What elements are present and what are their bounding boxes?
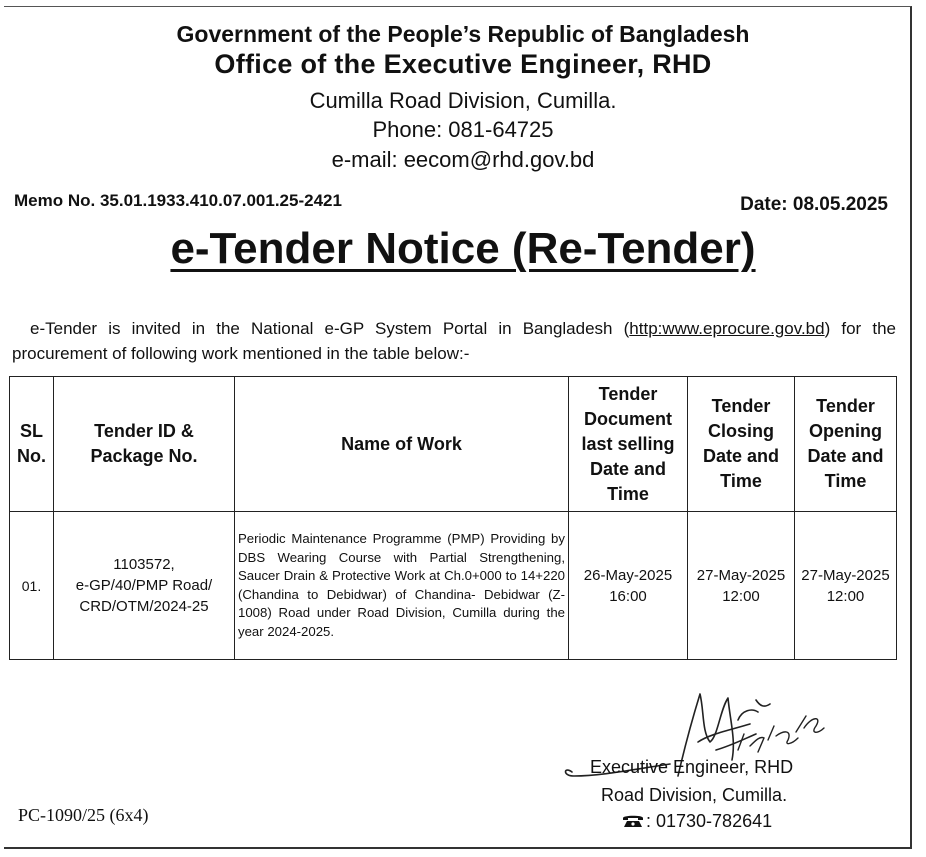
row-sl: 01. xyxy=(10,512,54,660)
row-closing-datetime xyxy=(688,512,795,660)
signatory-phone-line xyxy=(622,811,772,832)
signatory-phone: : 01730-782641 xyxy=(646,811,773,831)
selling-time: 16:00 xyxy=(609,587,647,605)
header-selling-date: Tender Document last selling Date and Time xyxy=(569,377,688,512)
signature-date-text: 5/5/25 xyxy=(560,680,563,681)
eprocure-link[interactable]: http:www.eprocure.gov.bd xyxy=(629,319,825,338)
office-email: e-mail: eecom@rhd.gov.bd xyxy=(331,147,595,172)
opening-date: 27-May-2025 xyxy=(801,566,890,584)
division-line: Cumilla Road Division, Cumilla. xyxy=(309,88,617,113)
selling-date: 26-May-2025 xyxy=(583,566,673,584)
signatory-designation: Executive Engineer, RHD xyxy=(590,757,794,777)
header-sl: SL No. xyxy=(10,377,54,512)
government-heading: Government of the People’s Republic of Bangladesh xyxy=(176,21,750,47)
closing-time: 12:00 xyxy=(722,587,760,605)
office-heading: Office of the Executive Engineer, RHD xyxy=(214,49,712,79)
package-no: e-GP/40/PMP Road/ CRD/OTM/2024-25 xyxy=(75,577,213,615)
row-selling-datetime xyxy=(569,512,688,660)
header-closing-date: Tender Closing Date and Time xyxy=(688,377,795,512)
office-phone: Phone: 081-64725 xyxy=(372,117,554,142)
tender-table xyxy=(9,376,897,660)
row-opening-datetime xyxy=(795,512,897,660)
header-name-of-work: Name of Work xyxy=(235,377,569,512)
table-header-row xyxy=(10,377,897,512)
header-opening-date: Tender Opening Date and Time xyxy=(795,377,897,512)
notice-date: Date: 08.05.2025 xyxy=(740,194,888,215)
intro-text-after: ) for the procurement of following work mentioned in the table below:- xyxy=(12,319,896,363)
table-row xyxy=(10,512,897,660)
opening-time: 12:00 xyxy=(826,587,865,605)
footer-code: PC-1090/25 (6x4) xyxy=(18,805,149,825)
intro-paragraph xyxy=(12,316,896,366)
telephone-icon xyxy=(622,814,644,828)
row-name-of-work: Periodic Maintenance Programme (PMP) Providing by DBS Wearing Course with Partial Strengthening, Saucer Drain & Protective Work at Ch.0+000 to 14+220 (Chandina to Debidwar) of Chandina- Debidwar (Z-1008) Road under Road Division, Cumilla during the year 2024-2025. xyxy=(235,512,569,660)
row-tender-id xyxy=(54,512,235,660)
closing-date: 27-May-2025 xyxy=(696,566,786,584)
tender-id: 1103572, xyxy=(113,556,175,573)
memo-number: Memo No. 35.01.1933.410.07.001.25-2421 xyxy=(14,191,342,210)
intro-text-before: e-Tender is invited in the National e-GP System Portal in Bangladesh ( xyxy=(30,319,630,338)
header-tender-id: Tender ID & Package No. xyxy=(54,377,235,512)
notice-title: e-Tender Notice (Re-Tender) xyxy=(170,224,756,273)
signatory-division: Road Division, Cumilla. xyxy=(601,785,788,805)
